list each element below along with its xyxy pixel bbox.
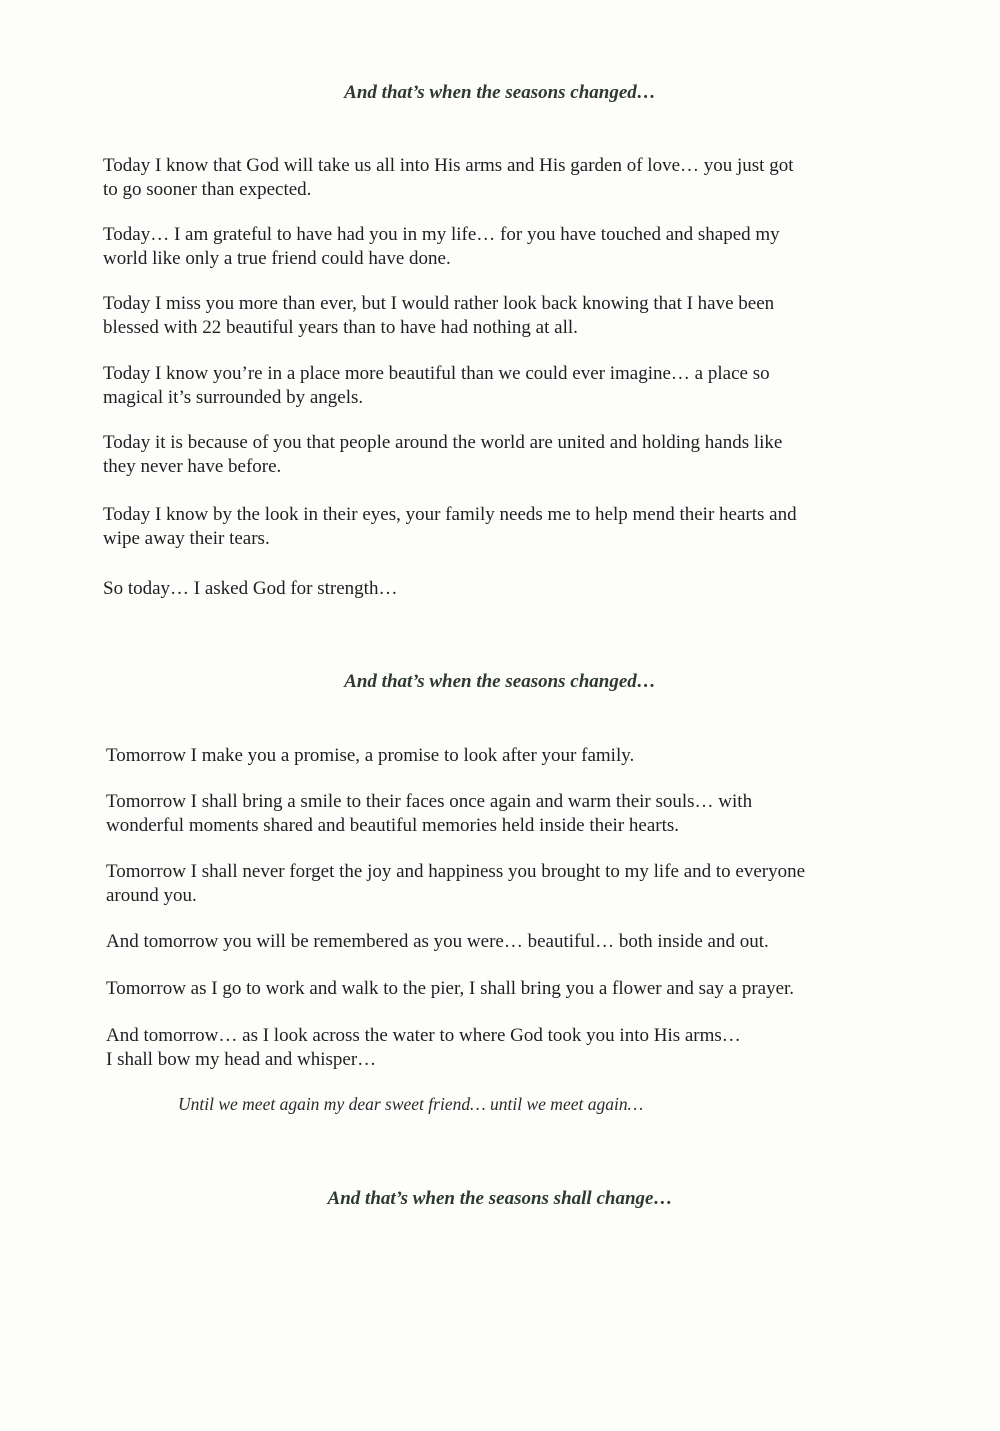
paragraph-line: blessed with 22 beautiful years than to have had nothing at all. [103, 317, 578, 338]
paragraph-tomorrow-4 [106, 930, 769, 954]
paragraph-today-7 [103, 577, 397, 601]
paragraph-today-6 [103, 503, 797, 551]
paragraph-line: world like only a true friend could have done. [103, 248, 451, 269]
paragraph-line: Today it is because of you that people around the world are united and holding hands like [103, 432, 783, 453]
paragraph-tomorrow-6 [106, 1024, 741, 1072]
paragraph-line: around you. [106, 885, 197, 906]
paragraph-tomorrow-2 [106, 790, 752, 838]
paragraph-line: And tomorrow… as I look across the water to where God took you into His arms… [106, 1025, 741, 1046]
closing-line: Until we meet again my dear sweet friend… until we meet again… [178, 1094, 644, 1114]
paragraph-tomorrow-5 [106, 977, 794, 1001]
section-heading-1: And that’s when the seasons changed… [344, 82, 656, 103]
paragraph-line: Today I know that God will take us all into His arms and His garden of love… you just got [103, 155, 794, 176]
paragraph-line: they never have before. [103, 456, 282, 477]
paragraph-line: magical it’s surrounded by angels. [103, 387, 364, 408]
paragraph-line: to go sooner than expected. [103, 179, 312, 200]
paragraph-today-1 [103, 154, 794, 202]
paragraph-line: Today I know you’re in a place more beautiful than we could ever imagine… a place so [103, 363, 770, 384]
paragraph-line: Today… I am grateful to have had you in my life… for you have touched and shaped my [103, 224, 780, 245]
paragraph-today-4 [103, 362, 770, 410]
paragraph-today-5 [103, 431, 782, 479]
paragraph-today-3 [103, 292, 774, 340]
paragraph-line: I shall bow my head and whisper… [106, 1049, 377, 1070]
paragraph-tomorrow-3 [106, 860, 805, 908]
paragraph-line: Today I know by the look in their eyes, your family needs me to help mend their hearts and [103, 504, 797, 525]
section-heading-2: And that’s when the seasons changed… [344, 671, 656, 692]
paragraph-today-2 [103, 223, 780, 271]
paragraph-line: Tomorrow as I go to work and walk to the pier, I shall bring you a flower and say a prayer. [106, 978, 795, 999]
paragraph-line: Tomorrow I shall never forget the joy and happiness you brought to my life and to everyone [106, 861, 806, 882]
paragraph-line: And tomorrow you will be remembered as you were… beautiful… both inside and out. [106, 931, 769, 952]
paragraph-line: Tomorrow I make you a promise, a promise to look after your family. [106, 745, 635, 766]
paragraph-line: Tomorrow I shall bring a smile to their faces once again and warm their souls… with [106, 791, 753, 812]
paragraph-line: Today I miss you more than ever, but I would rather look back knowing that I have been [103, 293, 775, 314]
paragraph-line: So today… I asked God for strength… [103, 578, 398, 599]
paragraph-line: wipe away their tears. [103, 528, 270, 549]
paragraph-tomorrow-1 [106, 744, 634, 768]
paragraph-line: wonderful moments shared and beautiful memories held inside their hearts. [106, 815, 680, 836]
section-heading-3: And that’s when the seasons shall change… [327, 1188, 673, 1209]
